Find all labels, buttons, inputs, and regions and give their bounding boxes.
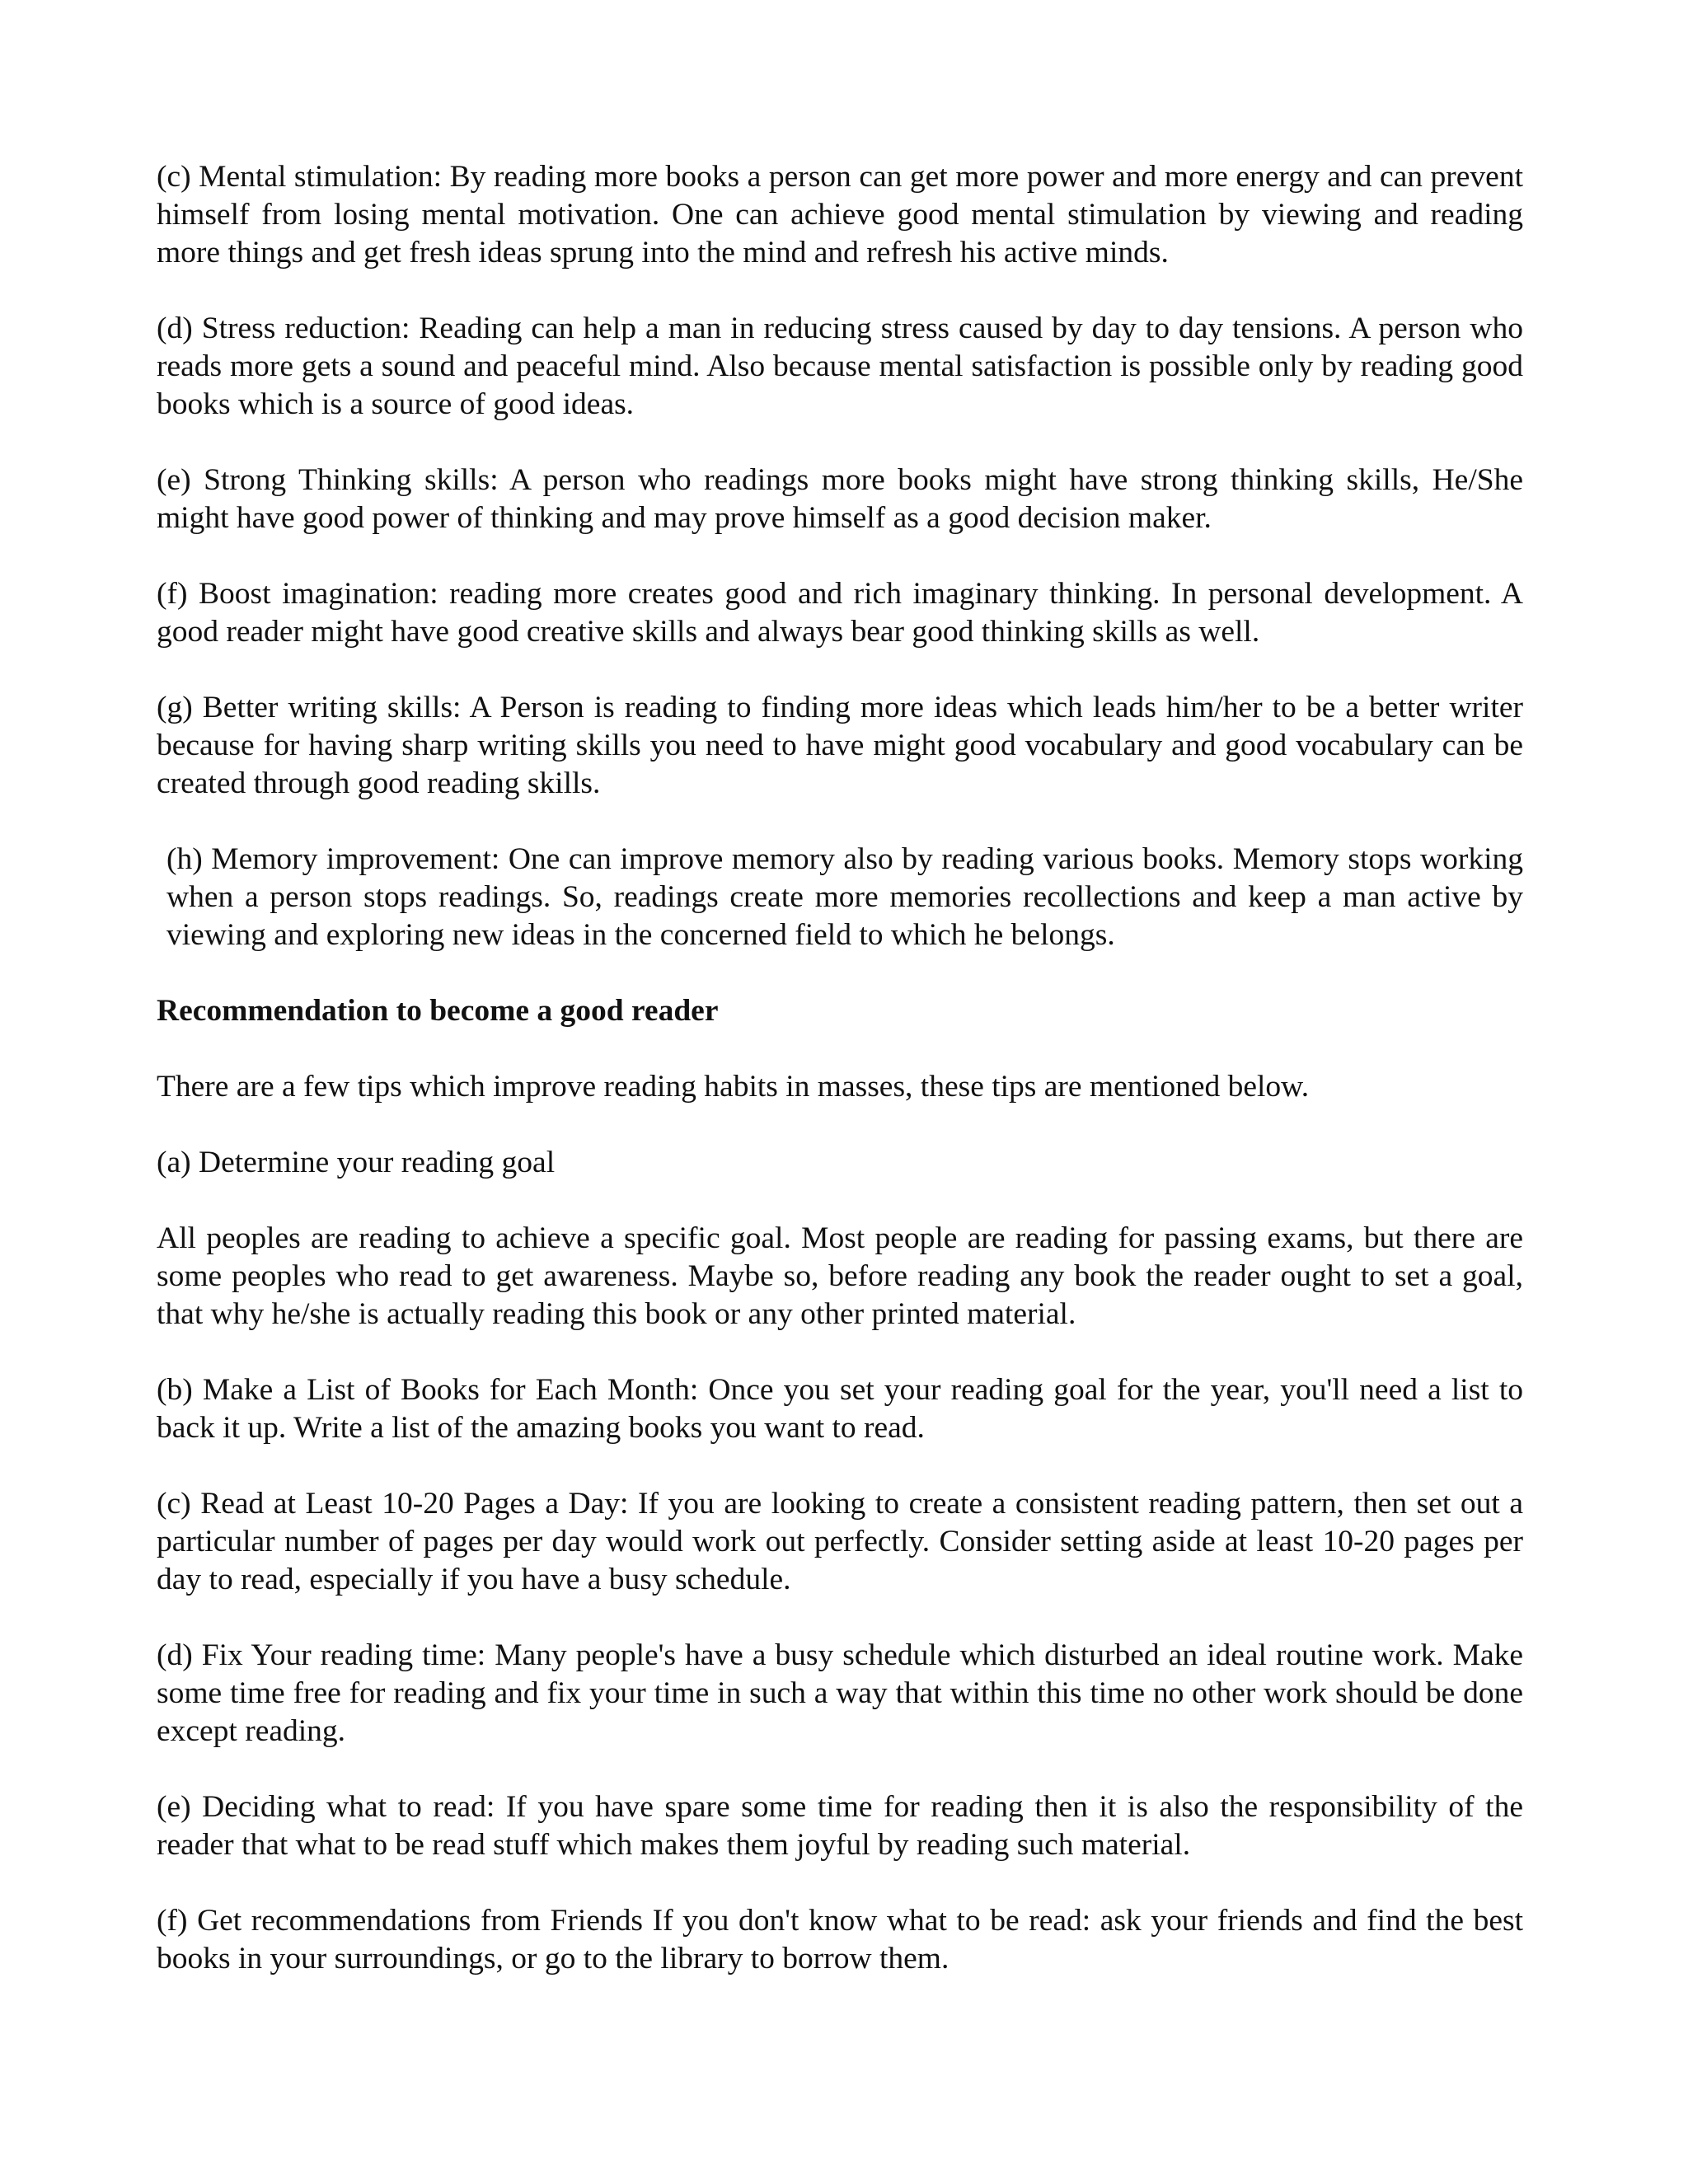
paragraph-better-writing-skills: (g) Better writing skills: A Person is reading to finding more ideas which leads him/her to be a better writer because for having sharp writing skills you need to have might good vocabulary and good vocabulary can be created through good reading skills.	[157, 691, 1523, 800]
paragraph-fix-reading-time: (d) Fix Your reading time: Many people's have a busy schedule which disturbed an ideal routine work. Make some time free for reading and fix your time in such a way that within this time no other work should be done except reading.	[157, 1638, 1523, 1748]
paragraph-goal-explanation: All peoples are reading to achieve a specific goal. Most people are reading for passing exams, but there are some peoples who read to get awareness. Maybe so, before reading any book the reader ought to set a goal, that why he/she is actually reading this book or any other printed material.	[157, 1221, 1523, 1331]
paragraph-determine-goal: (a) Determine your reading goal	[157, 1146, 556, 1179]
paragraph-stress-reduction: (d) Stress reduction: Reading can help a man in reducing stress caused by day to day tensions. A person who reads more gets a sound and peaceful mind. Also because mental satisfaction is possible only by reading good books which is a source of good ideas.	[157, 312, 1523, 421]
paragraph-tips-intro: There are a few tips which improve reading habits in masses, these tips are mentioned below.	[157, 1070, 1310, 1104]
paragraph-memory-improvement: (h) Memory improvement: One can improve memory also by reading various books. Memory stops working when a person stops readings. So, readings create more memories recollections and keep a man active by viewing and exploring new ideas in the concerned field to which he belongs.	[166, 842, 1523, 952]
section-heading: Recommendation to become a good reader	[157, 994, 719, 1028]
paragraph-recommendations-from-friends: (f) Get recommendations from Friends If you don't know what to be read: ask your friends and find the best books in your surroundings, or go to the library to borrow them.	[157, 1904, 1523, 1975]
paragraph-mental-stimulation: (c) Mental stimulation: By reading more books a person can get more power and more energy and can prevent himself from losing mental motivation. One can achieve good mental stimulation by viewing and reading more things and get fresh ideas sprung into the mind and refresh his active minds.	[157, 160, 1523, 269]
document-page	[157, 158, 1523, 2016]
paragraph-boost-imagination: (f) Boost imagination: reading more creates good and rich imaginary thinking. In personal development. A good reader might have good creative skills and always bear good thinking skills as well.	[157, 577, 1523, 649]
paragraph-list-of-books: (b) Make a List of Books for Each Month: Once you set your reading goal for the year, you'll need a list to back it up. Write a list of the amazing books you want to read.	[157, 1373, 1523, 1445]
paragraph-strong-thinking-skills: (e) Strong Thinking skills: A person who readings more books might have strong thinking skills, He/She might have good power of thinking and may prove himself as a good decision maker.	[157, 463, 1523, 535]
paragraph-deciding-what-to-read: (e) Deciding what to read: If you have spare some time for reading then it is also the responsibility of the reader that what to be read stuff which makes them joyful by reading such material.	[157, 1790, 1523, 1862]
paragraph-pages-a-day: (c) Read at Least 10-20 Pages a Day: If you are looking to create a consistent reading pattern, then set out a particular number of pages per day would work out perfectly. Consider setting aside at least 10-20 pages per day to read, especially if you have a busy schedule.	[157, 1487, 1523, 1596]
